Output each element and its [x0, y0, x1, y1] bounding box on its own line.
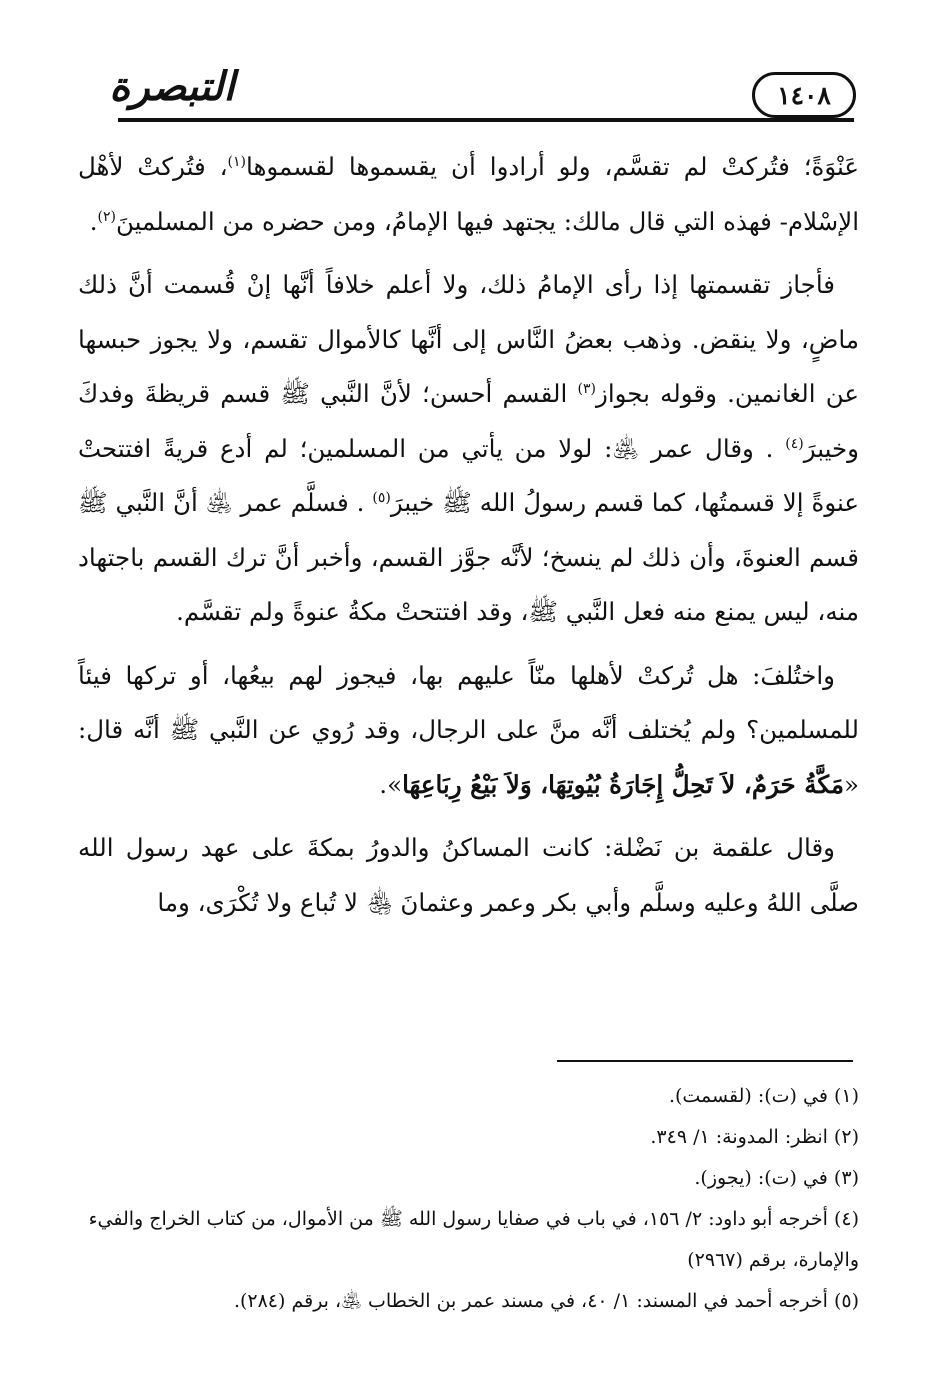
page-header — [0, 0, 933, 130]
text-run: القسم أحسن؛ لأنَّ النَّبي ﷺ قسم قريظةَ وفدكَ وخيبرَ — [78, 379, 859, 463]
text-run: واختُلفَ: هل تُركتْ لأهلها منّاً عليهم بها، فيجوز لهم بيعُها، أو تركها فيئاً للمسلمين؟ ولم يُختلف أنَّه منَّ على الرجال، وقد رُوي عن النَّبي ﷺ أنَّه قال: « — [78, 660, 859, 799]
footnote-separator — [557, 1060, 853, 1062]
paragraph-1 — [78, 140, 859, 249]
running-title: التبصرة — [109, 62, 235, 110]
footnote-4: (٤) أخرجه أبو داود: ٢/ ١٥٦، في باب في صفايا رسول الله ﷺ من الأموال، من كتاب الخراج والفيء والإمارة، برقم (٢٩٦٧) — [88, 1208, 859, 1271]
text-run: ». — [379, 769, 403, 799]
footnotes — [78, 1076, 859, 1322]
text-run: ، فتُركتْ لأهْل الإسْلام- فهذه التي قال مالك: يجتهد فيها الإمامُ، ومن حضره من المسلمينَ — [78, 152, 859, 236]
footnote-3: (٣) في (ت): (يجوز). — [694, 1167, 859, 1189]
footnote-ref-4: (٤) — [785, 435, 804, 452]
text-run: عَنْوَةً؛ فتُركتْ لم تقسَّم، ولو أرادوا أن يقسموها لقسموها — [246, 152, 859, 181]
paragraph-4 — [78, 821, 859, 930]
text-run: . وقال عمر ﵁: لولا من يأتي من المسلمين؛ لم أدع قريةً افتتحتْ عنوةً إلا قسمتُها، كما قسم رسولُ الله ﷺ خيبرَ — [78, 433, 859, 517]
header-rule — [118, 118, 854, 122]
text-run: وقال علقمة بن نَضْلة: كانت المساكنُ والدورُ بمكةَ على عهد رسول الله صلَّى اللهُ وعليه وسلَّم وأبي بكر وعمر وعثمانَ ﵃ لا تُباع ولا تُكْرَى، وما — [78, 833, 859, 917]
text-run: . — [89, 206, 98, 236]
paragraph-2 — [78, 258, 859, 640]
paragraph-3 — [78, 649, 859, 813]
footnote-ref-5: (٥) — [372, 489, 391, 506]
footnote-ref-1: (١) — [227, 153, 247, 170]
main-text — [78, 140, 859, 930]
footnote-ref-2: (٢) — [97, 208, 117, 225]
footnote-1: (١) في (ت): (لقسمت). — [668, 1085, 859, 1107]
footnote-ref-3: (٣) — [577, 380, 596, 397]
page-number: ١٤٠٨ — [752, 72, 856, 118]
footnote-5: (٥) أخرجه أحمد في المسند: ١/ ٤٠، في مسند عمر بن الخطاب ﵁، برقم (٢٨٤). — [233, 1290, 859, 1312]
footnote-2: (٢) انظر: المدونة: ١/ ٣٤٩. — [650, 1126, 859, 1148]
text-run: فأجاز تقسمتها إذا رأى الإمامُ ذلك، ولا أعلم خلافاً أنَّها إنْ قُسمت أنَّ ذلك ماضٍ، ولا ينقض. وذهب بعضُ النَّاس إلى أنَّها كالأموال تقسم، ولا يجوز حبسها عن الغانمين. وقوله بجواز — [78, 270, 859, 408]
text-run: . فسلَّم عمر ﵁ أنَّ النَّبي ﷺ قسم العنوةَ، وأن ذلك لم ينسخ؛ لأنَّه جوَّز القسم، وأخبر أنَّ ترك القسم باجتهاد منه، ليس يمنع منه فعل النَّبي ﷺ، وقد افتتحتْ مكةُ عنوةً ولم تقسَّم. — [78, 488, 859, 626]
hadith-quote: مَكَّةُ حَرَمٌ، لاَ تَحِلُّ إِجَارَةُ بُيُوتِهَا، وَلاَ بَيْعُ رِبَاعِهَا — [402, 769, 844, 799]
